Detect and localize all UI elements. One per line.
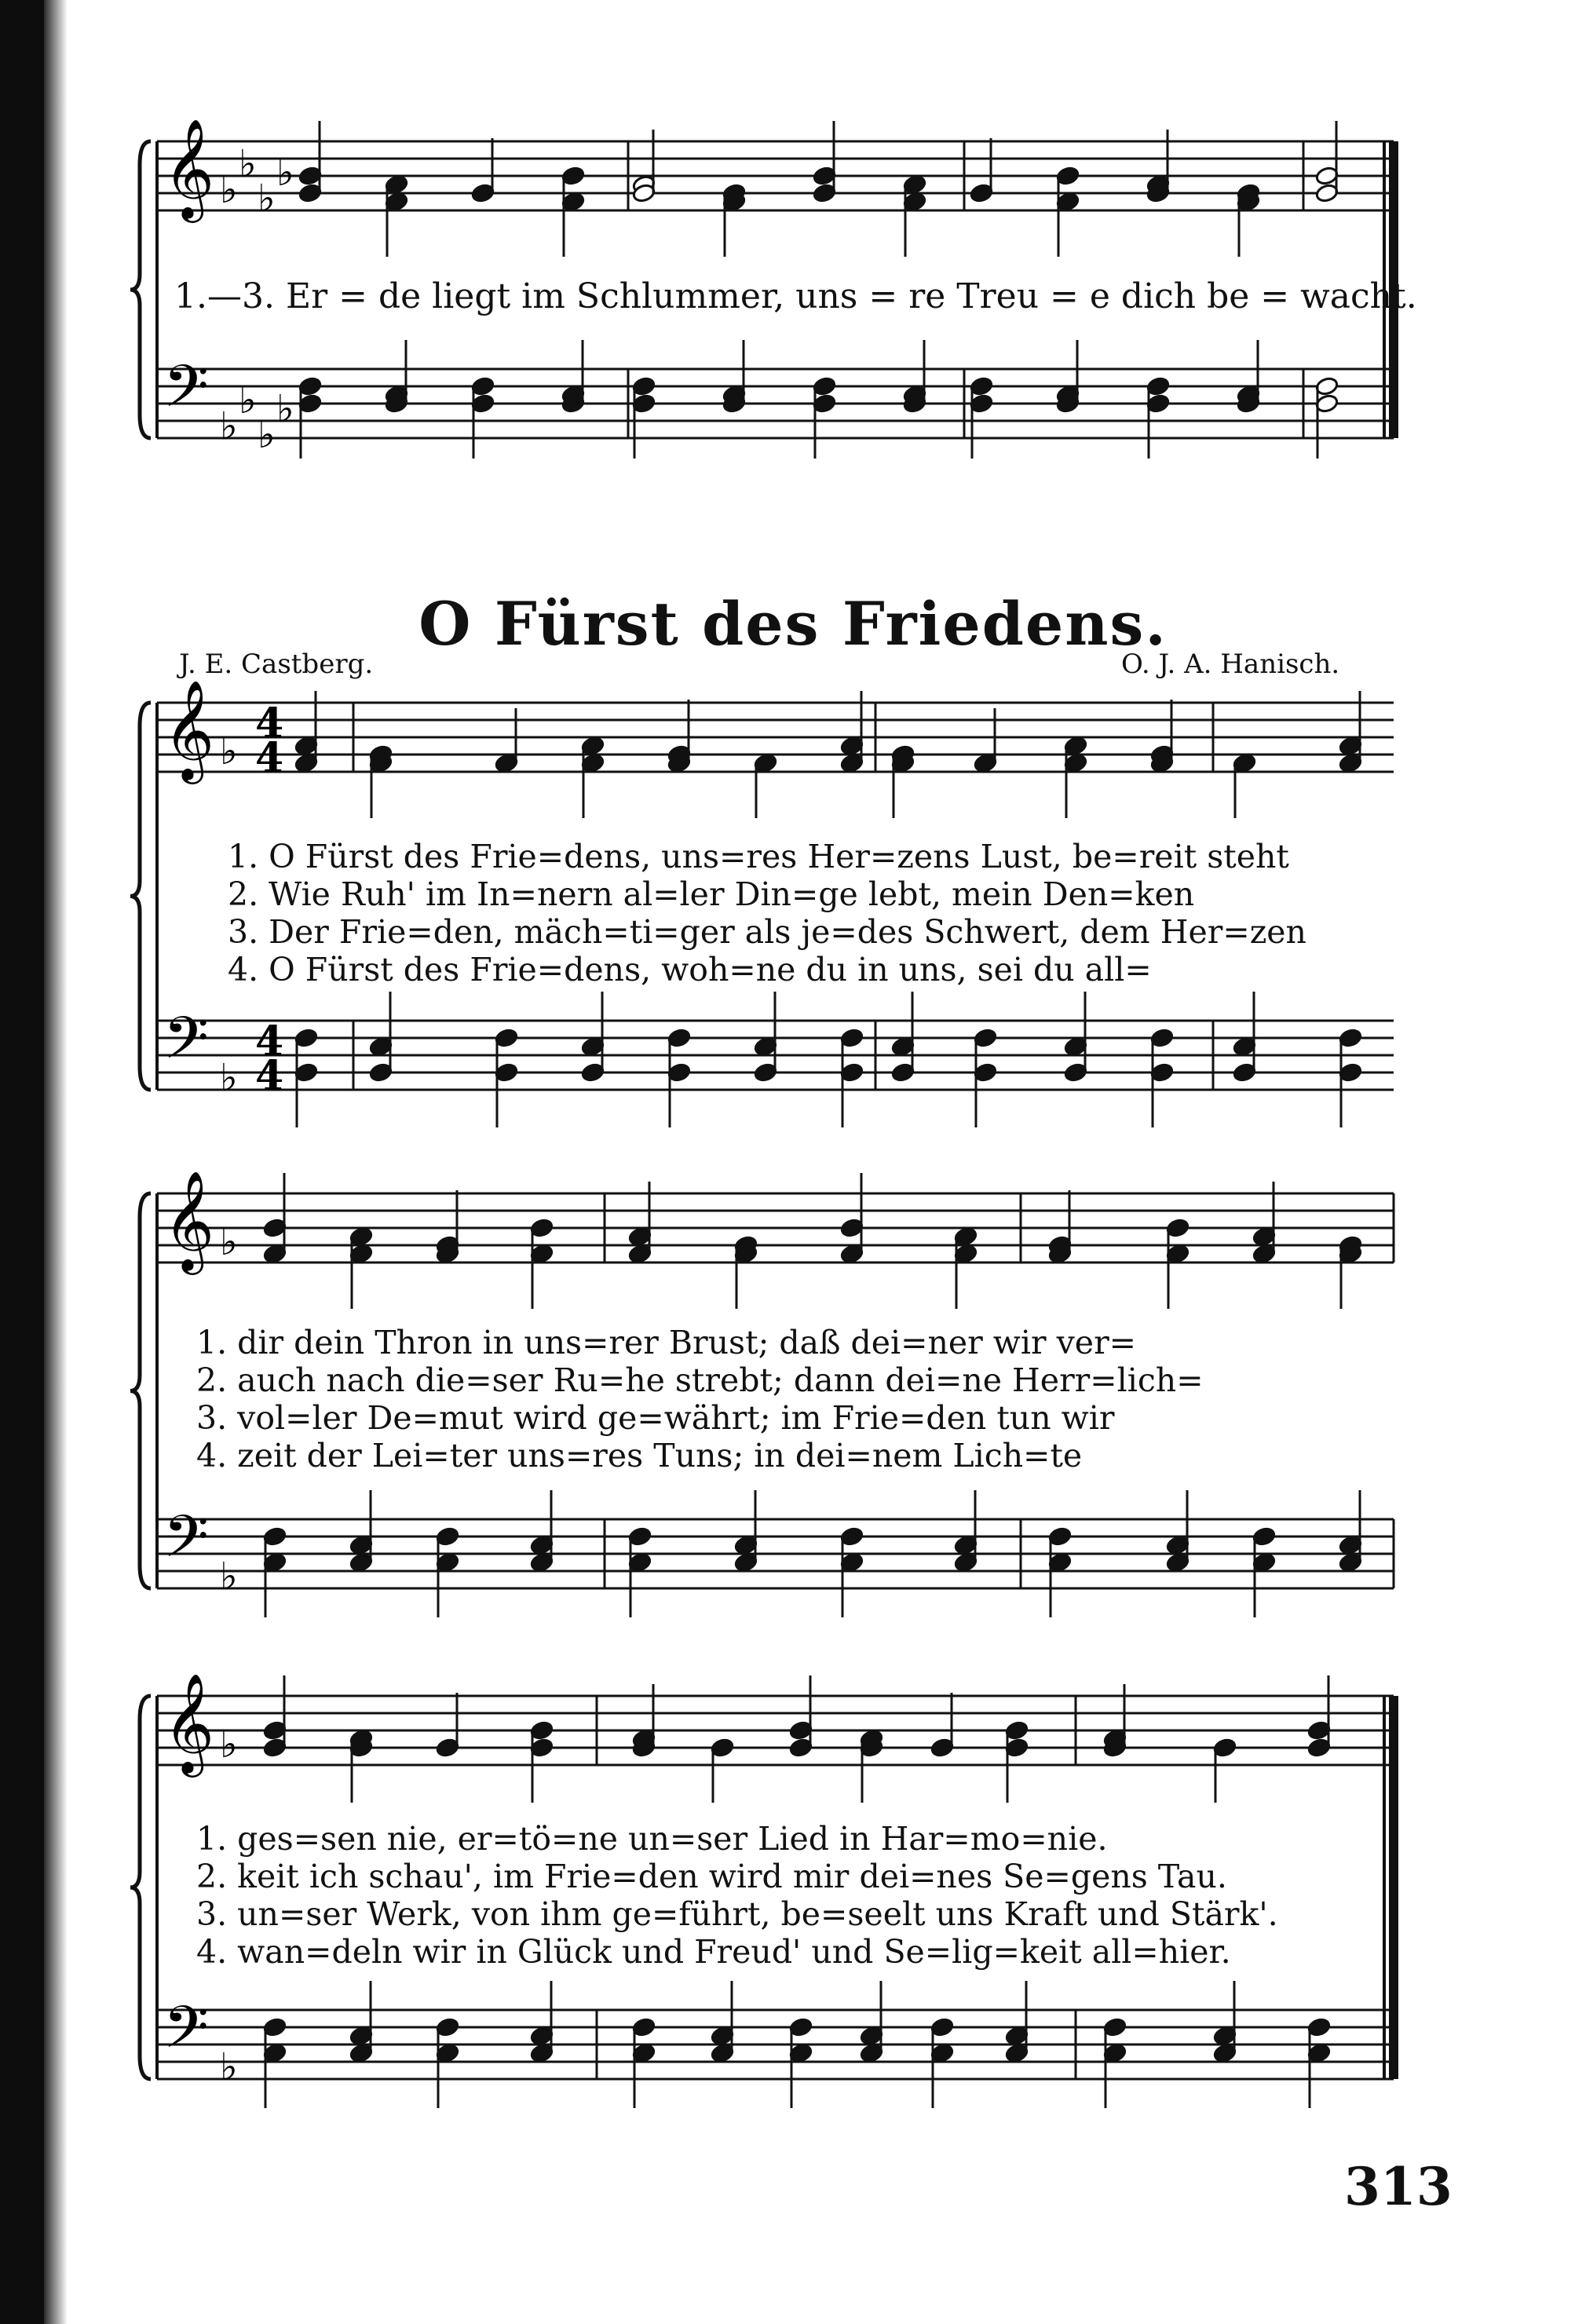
time-sig-bottom: 4 xyxy=(255,734,284,782)
composer-credit: J. E. Castberg. xyxy=(179,649,374,680)
system3-verse1: 1. ges=sen nie, er=tö=ne un=ser Lied in Har=mo=nie. xyxy=(196,1820,1108,1858)
system2-verse2: 2. auch nach die=ser Ru=he strebt; dann dei=ne Herr=lich= xyxy=(196,1361,1204,1399)
bass-clef: 𝄢 xyxy=(163,1004,209,1087)
system1-verse2: 2. Wie Ruh' im In=nern al=ler Din=ge lebt, mein Den=ken xyxy=(228,875,1195,913)
author-credit: O. J. A. Hanisch. xyxy=(1121,649,1340,680)
time-sig-bottom: 4 xyxy=(255,1052,284,1100)
system-brace xyxy=(130,703,151,1090)
system3-verse2: 2. keit ich schau', im Frie=den wird mir dei=nes Se=gens Tau. xyxy=(196,1858,1227,1895)
flat-sign: ♭ xyxy=(220,1723,238,1767)
system1-verse1: 1. O Fürst des Frie=dens, uns=res Her=zens Lust, be=reit steht xyxy=(228,838,1289,875)
flat-sign: ♭ xyxy=(258,177,276,221)
hymn-title: O Fürst des Friedens. xyxy=(418,589,1168,659)
treble-clef: 𝄞 xyxy=(163,1672,215,1773)
system-brace xyxy=(130,1193,151,1588)
flat-sign: ♭ xyxy=(239,142,257,186)
top-fragment-lyric: 1.—3. Er = de liegt im Schlummer, uns = re Treu = e dich be = wacht. xyxy=(174,276,1417,316)
flat-sign: ♭ xyxy=(220,1220,238,1264)
flat-sign: ♭ xyxy=(220,404,238,448)
flat-sign: ♭ xyxy=(220,2045,238,2089)
bass-clef: 𝄢 xyxy=(163,353,209,435)
flat-sign: ♭ xyxy=(220,168,238,212)
flat-sign: ♭ xyxy=(258,413,276,457)
system2-verse4: 4. zeit der Lei=ter uns=res Tuns; in dei=nem Lich=te xyxy=(196,1437,1083,1474)
treble-clef: 𝄞 xyxy=(163,1170,215,1270)
system2-verse3: 3. vol=ler De=mut wird ge=währt; im Frie=den tun wir xyxy=(196,1399,1115,1437)
flat-sign: ♭ xyxy=(239,378,257,422)
flat-sign: ♭ xyxy=(220,1555,238,1599)
bass-clef: 𝄢 xyxy=(163,1993,209,2076)
system1-verse4: 4. O Fürst des Frie=dens, woh=ne du in uns, sei du all= xyxy=(228,951,1152,988)
system-brace xyxy=(130,1696,151,2079)
flat-sign: ♭ xyxy=(220,729,238,773)
time-sig-top: 4 xyxy=(255,1018,284,1065)
system3-verse3: 3. un=ser Werk, von ihm ge=führt, be=seelt uns Kraft und Stärk'. xyxy=(196,1895,1278,1933)
flat-sign: ♭ xyxy=(220,1056,238,1100)
treble-clef: 𝄞 xyxy=(163,679,215,780)
system-brace xyxy=(130,141,151,438)
system1-verse3: 3. Der Frie=den, mäch=ti=ger als je=des Schwert, dem Her=zen xyxy=(228,913,1306,951)
time-sig-top: 4 xyxy=(255,700,284,747)
system3-verse4: 4. wan=deln wir in Glück und Freud' und Se=lig=keit all=hier. xyxy=(196,1933,1231,1971)
page-number: 313 xyxy=(1344,2156,1453,2217)
system2-verse1: 1. dir dein Thron in uns=rer Brust; daß dei=ner wir ver= xyxy=(196,1324,1137,1361)
bass-clef: 𝄢 xyxy=(163,1503,209,1585)
treble-clef: 𝄞 xyxy=(163,118,215,218)
flat-sign: ♭ xyxy=(276,387,294,431)
flat-sign: ♭ xyxy=(276,151,294,195)
